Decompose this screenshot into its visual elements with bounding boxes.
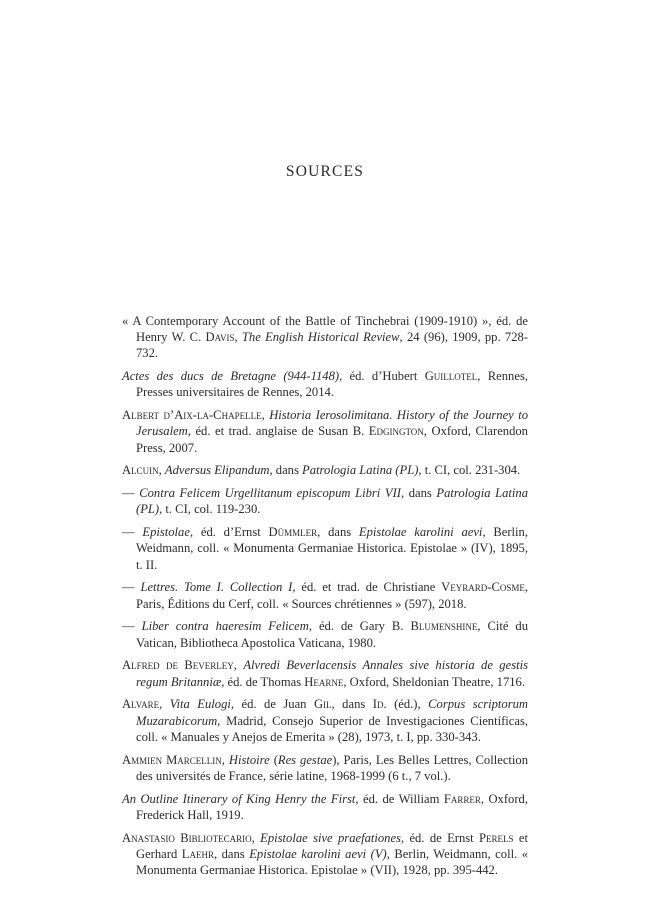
bibliography-entry: — Lettres. Tome I. Collection I, éd. et trad. de Christiane Veyrard-Cosme, Paris, Éditions du Cerf, coll. « Sources chrétiennes » (597), 2018. [122,580,529,611]
bibliography-entry: « A Contemporary Account of the Battle of Tinchebrai (1909-1910) », éd. de Henry W. C. Davis, The English Historical Review, 24 (96), 1909, pp. 728-732. [122,314,528,361]
bibliography-entry: Anastasio Bibliotecario, Epistolae sive praefationes, éd. de Ernst Perels et Gerhard Laehr, dans Epistolae karolini aevi (V), Berlin, Weidmann, coll. « Monumenta Germaniae Historica. Epistolae » (VII), 1928, pp. 395-442. [122,830,529,878]
bibliography-entry: An Outline Itinerary of King Henry the First, éd. de William Farrer, Oxford, Frederick Hall, 1919. [122,791,528,822]
bibliography-entry: — Contra Felicem Urgellitanum episcopum Libri VII, dans Patrologia Latina (PL), t. CI, col. 119-230. [122,486,529,517]
bibliography-entry: Alfred de Beverley, Alvredi Beverlacensis Annales sive historia de gestis regum Britanniæ, éd. de Thomas Hearne, Oxford, Sheldonian Theatre, 1716. [122,658,528,689]
bibliography-entry: — Liber contra haeresim Felicem, éd. de Gary B. Blumenshine, Cité du Vatican, Bibliotheca Apostolica Vaticana, 1980. [122,619,528,650]
bibliography-entry: — Epistolae, éd. d’Ernst Dümmler, dans Epistolae karolini aevi, Berlin, Weidmann, coll. « Monumenta Germaniae Historica. Epistolae » (IV), 1895, t. II. [122,525,528,572]
page-title: SOURCES [285,163,365,180]
bibliography-entry: Albert d’Aix-la-Chapelle, Historia Ierosolimitana. History of the Journey to Jerusalem, éd. et trad. anglaise de Susan B. Edgington, Oxford, Clarendon Press, 2007. [122,408,529,455]
bibliography-entry: Actes des ducs de Bretagne (944-1148), éd. d’Hubert Guillotel, Rennes, Presses universitaires de Rennes, 2014. [122,369,528,400]
bibliography-entry: Alvare, Vita Eulogi, éd. de Juan Gil, dans Id. (éd.), Corpus scriptorum Muzarabicorum, Madrid, Consejo Superior de Investigaciones Científicas, coll. « Manuales y Anejos de Emerita » (28), 1973, t. I, pp. 330-343. [122,697,528,744]
bibliography-list [122,313,528,885]
bibliography-entry: Ammien Marcellin, Histoire (Res gestae), Paris, Les Belles Lettres, Collection des universités de France, série latine, 1968-1999 (6 t., 7 vol.). [122,752,528,783]
bibliography-entry: Alcuin, Adversus Elipandum, dans Patrologia Latina (PL), t. CI, col. 231-304. [122,463,521,478]
